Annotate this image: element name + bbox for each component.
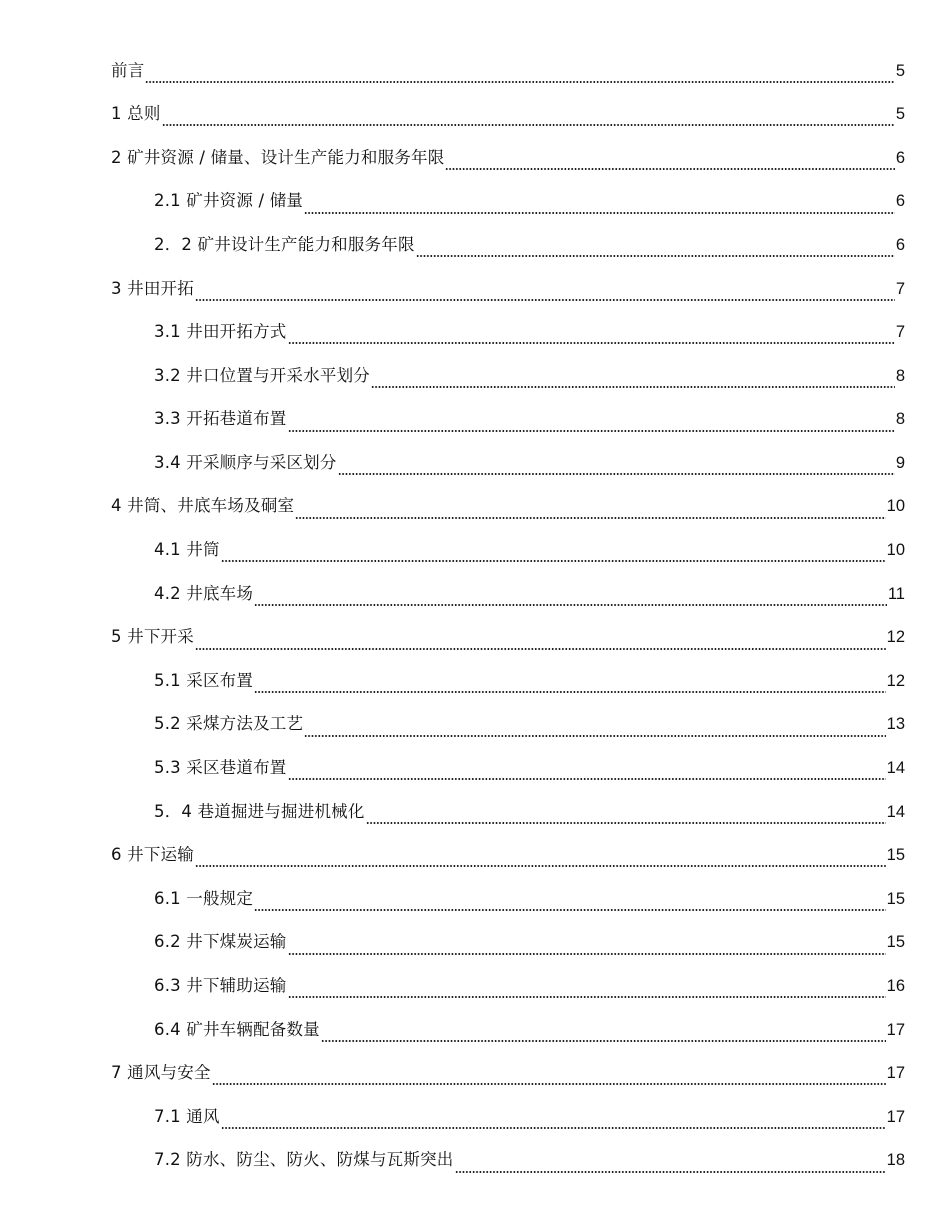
- toc-entry-page-number: 17: [886, 1064, 905, 1083]
- dot-leader: [288, 765, 886, 781]
- toc-entry-title: 3.4 开采顺序与采区划分: [154, 452, 337, 472]
- toc-subentry[interactable]: [0, 398, 950, 442]
- toc-subentry[interactable]: [0, 877, 950, 921]
- toc-entry-page-number: 6: [895, 192, 905, 211]
- toc-subentry[interactable]: [0, 180, 950, 224]
- toc-entry-title: 4.2 井底车场: [154, 583, 254, 603]
- dot-leader: [304, 199, 895, 215]
- toc-entry-title: 3.3 开拓巷道布置: [154, 409, 287, 429]
- toc-entry-page-number: 17: [886, 1020, 905, 1039]
- dot-leader: [455, 1158, 886, 1174]
- toc-entry[interactable]: [0, 485, 950, 529]
- dot-leader: [254, 678, 886, 694]
- toc-entry-title: 3.2 井口位置与开采水平划分: [154, 365, 370, 385]
- dot-leader: [371, 373, 895, 389]
- dot-leader: [288, 940, 886, 956]
- toc-subentry[interactable]: [0, 747, 950, 791]
- toc-entry-page-number: 12: [886, 628, 905, 647]
- toc-entry-page-number: 10: [886, 541, 905, 560]
- toc-entry-page-number: 11: [887, 584, 905, 603]
- dot-leader: [288, 417, 895, 433]
- dot-leader: [295, 504, 885, 520]
- toc-entry-page-number: 14: [886, 759, 905, 778]
- toc-entry-page-number: 5: [895, 61, 905, 80]
- toc-subentry[interactable]: [0, 311, 950, 355]
- toc-entry-page-number: 14: [886, 802, 905, 821]
- toc-entry[interactable]: [0, 616, 950, 660]
- toc-entry[interactable]: [0, 93, 950, 137]
- toc-subentry[interactable]: [0, 659, 950, 703]
- toc-subentry[interactable]: [0, 964, 950, 1008]
- toc-entry-title: 5 井下开采: [111, 627, 194, 647]
- toc-entry-title: 5.3 采区巷道布置: [154, 758, 287, 778]
- toc-entry-page-number: 9: [895, 453, 905, 472]
- toc-entry-page-number: 6: [895, 235, 905, 254]
- toc-entry[interactable]: [0, 136, 950, 180]
- dot-leader: [145, 68, 894, 84]
- toc-subentry[interactable]: [0, 223, 950, 267]
- toc-entry-page-number: 15: [886, 933, 905, 952]
- toc-entry-title: 7.1 通风: [154, 1106, 220, 1126]
- toc-entry-title: 6.4 矿井车辆配备数量: [154, 1019, 320, 1039]
- dot-leader: [221, 547, 886, 563]
- toc-entry[interactable]: [0, 1052, 950, 1096]
- toc-subentry[interactable]: [0, 1008, 950, 1052]
- toc-entry-title: 7 通风与安全: [111, 1063, 211, 1083]
- toc-entry-title: 前言: [111, 60, 145, 80]
- dot-leader: [254, 896, 886, 912]
- toc-entry-page-number: 10: [886, 497, 905, 516]
- toc-entry-page-number: 8: [895, 366, 905, 385]
- toc-subentry[interactable]: [0, 1095, 950, 1139]
- dot-leader: [195, 635, 886, 651]
- toc-entry[interactable]: [0, 267, 950, 311]
- dot-leader: [162, 111, 895, 127]
- toc-entry-title: 2 矿井资源 / 储量、设计生产能力和服务年限: [111, 147, 445, 167]
- toc-entry-page-number: 7: [895, 279, 905, 298]
- toc-subentry[interactable]: [0, 354, 950, 398]
- toc-entry-page-number: 15: [886, 846, 905, 865]
- toc-entry-page-number: 16: [886, 977, 905, 996]
- dot-leader: [212, 1070, 886, 1086]
- toc-entry-page-number: 8: [895, 410, 905, 429]
- toc-subentry[interactable]: [0, 703, 950, 747]
- toc-entry-page-number: 15: [886, 889, 905, 908]
- toc-entry-page-number: 6: [895, 148, 905, 167]
- dot-leader: [195, 286, 895, 302]
- dot-leader: [195, 852, 886, 868]
- dot-leader: [416, 242, 895, 258]
- toc-entry-title: 5．4 巷道掘进与掘进机械化: [154, 801, 365, 821]
- toc-entry-title: 2.1 矿井资源 / 储量: [154, 191, 304, 211]
- toc-entry-title: 6.2 井下煤炭运输: [154, 932, 287, 952]
- toc-entry-title: 4 井筒、井底车场及硐室: [111, 496, 295, 516]
- dot-leader: [338, 460, 895, 476]
- toc-subentry[interactable]: [0, 441, 950, 485]
- dot-leader: [221, 1114, 886, 1130]
- toc-entry-page-number: 7: [895, 323, 905, 342]
- toc-entry-title: 3.1 井田开拓方式: [154, 322, 287, 342]
- toc-entry-title: 2．2 矿井设计生产能力和服务年限: [154, 234, 415, 254]
- dot-leader: [288, 329, 895, 345]
- toc-entry-title: 5.2 采煤方法及工艺: [154, 714, 304, 734]
- toc-entry-title: 6 井下运输: [111, 845, 194, 865]
- dot-leader: [288, 983, 886, 999]
- dot-leader: [254, 591, 887, 607]
- toc-entry[interactable]: [0, 834, 950, 878]
- dot-leader: [366, 809, 886, 825]
- toc-entry-page-number: 5: [895, 105, 905, 124]
- toc-subentry[interactable]: [0, 572, 950, 616]
- toc-subentry[interactable]: [0, 790, 950, 834]
- toc-entry-title: 6.3 井下辅助运输: [154, 976, 287, 996]
- toc-subentry[interactable]: [0, 529, 950, 573]
- dot-leader: [321, 1027, 886, 1043]
- toc-entry-page-number: 13: [886, 715, 905, 734]
- toc-entry-title: 7.2 防水、防尘、防火、防煤与瓦斯突出: [154, 1150, 454, 1170]
- toc-entry-page-number: 17: [886, 1107, 905, 1126]
- toc-entry-title: 3 井田开拓: [111, 278, 194, 298]
- toc-entry-page-number: 18: [886, 1151, 905, 1170]
- table-of-contents: [0, 49, 950, 1182]
- toc-entry-title: 5.1 采区布置: [154, 670, 254, 690]
- dot-leader: [304, 722, 885, 738]
- toc-entry-title: 1 总则: [111, 104, 161, 124]
- toc-entry-title: 4.1 井筒: [154, 540, 220, 560]
- toc-subentry[interactable]: [0, 921, 950, 965]
- toc-entry[interactable]: [0, 49, 950, 93]
- toc-subentry[interactable]: [0, 1139, 950, 1183]
- toc-entry-title: 6.1 一般规定: [154, 888, 254, 908]
- toc-entry-page-number: 12: [886, 671, 905, 690]
- dot-leader: [445, 155, 894, 171]
